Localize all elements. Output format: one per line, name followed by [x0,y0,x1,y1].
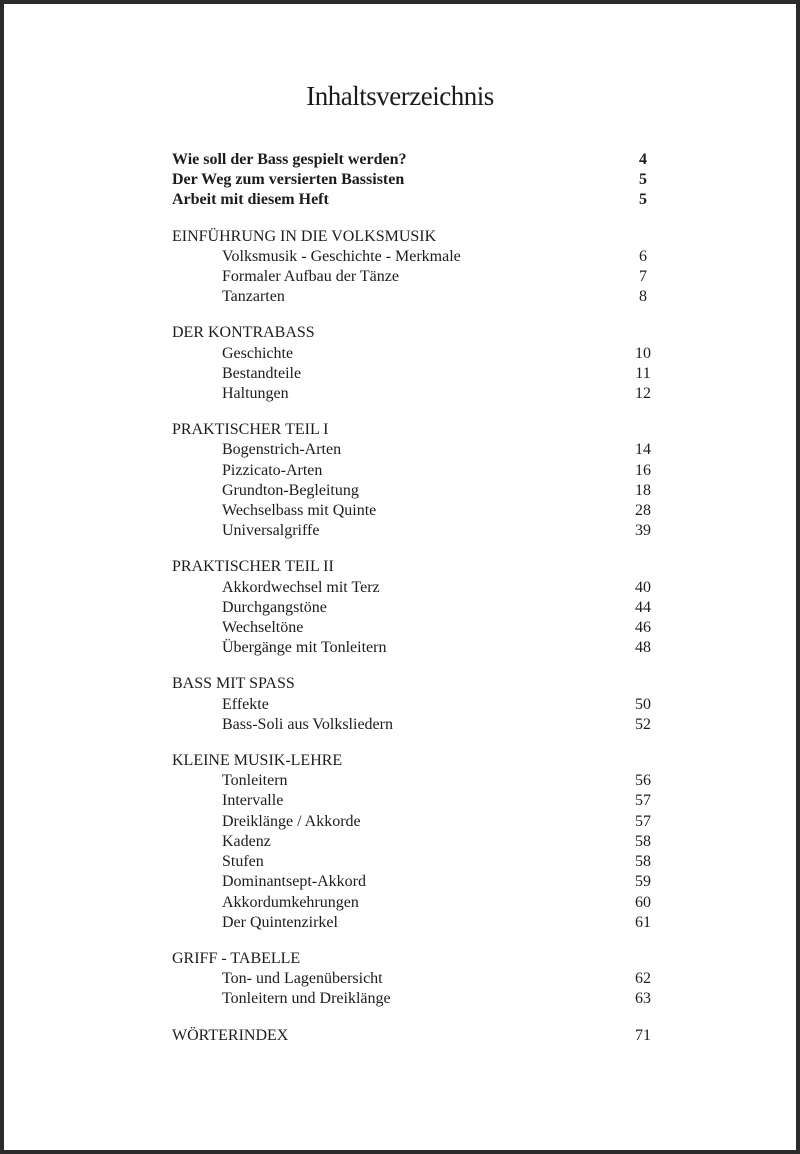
entry-label: Akkordwechsel mit Terz [222,578,380,596]
toc-entry [172,695,666,715]
entry-page-number: 10 [635,344,651,362]
toc-entry [172,989,666,1009]
entry-page-number: 58 [635,832,651,850]
toc-entry [172,771,666,791]
entry-label: Effekte [222,695,269,713]
entry-page-number: 5 [639,191,647,209]
toc-index-block [172,1026,666,1046]
entry-label: Volksmusik - Geschichte - Merkmale [222,247,461,265]
toc-entry [172,481,666,501]
toc-entry [172,893,666,913]
entry-page-number: 57 [635,812,651,830]
toc-entry [172,852,666,872]
toc-entry [172,1026,666,1046]
entry-label: Übergänge mit Tonleitern [222,639,387,657]
entry-page-number: 46 [635,619,651,637]
toc-entry [172,190,666,210]
toc-entry [172,247,666,267]
toc-section [172,949,666,1010]
entry-label: Bass-Soli aus Volksliedern [222,715,393,733]
entry-page-number: 57 [635,792,651,810]
page-title: Inhaltsverzeichnis [306,81,494,111]
section-heading [172,557,666,577]
entry-page-number: 56 [635,772,651,790]
toc-entry [172,872,666,892]
entry-label: Der Weg zum versierten Bassisten [172,171,405,189]
entry-page-number: 11 [635,364,651,382]
entry-page-number: 5 [639,171,647,189]
entry-page-number: 71 [635,1026,651,1044]
entry-page-number: 48 [635,639,651,657]
entry-page-number: 50 [635,695,651,713]
entry-label: Tonleitern [222,772,288,790]
section-heading [172,751,666,771]
toc-entry [172,521,666,541]
entry-page-number: 16 [635,461,651,479]
toc-entry [172,618,666,638]
toc-entry [172,598,666,618]
entry-label: Tonleitern und Dreiklänge [222,990,391,1008]
toc-entry [172,440,666,460]
toc-entry [172,150,666,170]
entry-label: Geschichte [222,344,294,362]
entry-label: Bogenstrich-Arten [222,441,342,459]
entry-label: Universalgriffe [222,522,320,540]
toc-entry [172,969,666,989]
entry-page-number: 8 [639,288,647,306]
entry-page-number: 39 [635,522,651,540]
entry-label: Durchgangstöne [222,598,327,616]
section-heading-label: KLEINE MUSIK-LEHRE [172,752,343,770]
toc-entry [172,913,666,933]
entry-page-number: 12 [635,385,651,403]
entry-label: Dominantsept-Akkord [222,873,366,891]
entry-label: Pizzicato-Arten [222,461,323,479]
toc-section [172,751,666,933]
toc-section [172,420,666,541]
section-heading-label: PRAKTISCHER TEIL II [172,558,334,576]
entry-page-number: 52 [635,715,651,733]
section-heading [172,674,666,694]
entry-label: Dreiklänge / Akkorde [222,812,361,830]
entry-label: Arbeit mit diesem Heft [172,191,329,209]
entry-page-number: 60 [635,893,651,911]
toc-entry [172,578,666,598]
entry-page-number: 6 [639,247,647,265]
section-heading-label: BASS MIT SPASS [172,675,295,693]
entry-label: Kadenz [222,832,271,850]
entry-label: Formaler Aufbau der Tänze [222,268,399,286]
entry-page-number: 63 [635,990,651,1008]
entry-label: Grundton-Begleitung [222,481,359,499]
entry-page-number: 62 [635,970,651,988]
toc-entry [172,715,666,735]
toc-section [172,674,666,735]
entry-page-number: 40 [635,578,651,596]
table-of-contents [172,150,666,1046]
entry-page-number: 14 [635,441,651,459]
entry-label: Bestandteile [222,364,302,382]
entry-label: Tanzarten [222,288,285,306]
entry-page-number: 18 [635,481,651,499]
entry-page-number: 59 [635,873,651,891]
toc-entry [172,812,666,832]
section-heading [172,227,666,247]
entry-label: Ton- und Lagenübersicht [222,970,383,988]
entry-label: Wechselbass mit Quinte [222,502,377,520]
toc-entry [172,344,666,364]
section-heading [172,420,666,440]
entry-page-number: 58 [635,853,651,871]
entry-label: WÖRTERINDEX [172,1026,289,1044]
toc-entry [172,287,666,307]
toc-entry [172,364,666,384]
section-heading-label: GRIFF - TABELLE [172,949,301,967]
toc-entry [172,791,666,811]
entry-page-number: 61 [635,913,651,931]
section-heading-label: EINFÜHRUNG IN DIE VOLKSMUSIK [172,227,437,245]
entry-label: Wie soll der Bass gespielt werden? [172,151,407,168]
section-heading-label: PRAKTISCHER TEIL I [172,421,329,439]
toc-section [172,227,666,308]
entry-page-number: 4 [639,151,647,168]
entry-label: Der Quintenzirkel [222,913,338,931]
section-heading-label: DER KONTRABASS [172,324,315,342]
toc-entry [172,832,666,852]
entry-label: Intervalle [222,792,284,810]
toc-entry [172,461,666,481]
toc-entry [172,638,666,658]
section-heading [172,949,666,969]
toc-section [172,557,666,658]
entry-page-number: 7 [639,268,647,286]
section-heading [172,323,666,343]
toc-sections [172,227,666,1010]
toc-entry [172,267,666,287]
entry-page-number: 44 [635,598,651,616]
toc-entry [172,170,666,190]
toc-entry [172,501,666,521]
toc-entry [172,384,666,404]
entry-label: Haltungen [222,385,289,403]
entry-label: Akkordumkehrungen [222,893,359,911]
toc-front-matter [172,150,666,211]
toc-section [172,323,666,404]
entry-label: Wechseltöne [222,619,304,637]
entry-label: Stufen [222,853,264,871]
entry-page-number: 28 [635,502,651,520]
